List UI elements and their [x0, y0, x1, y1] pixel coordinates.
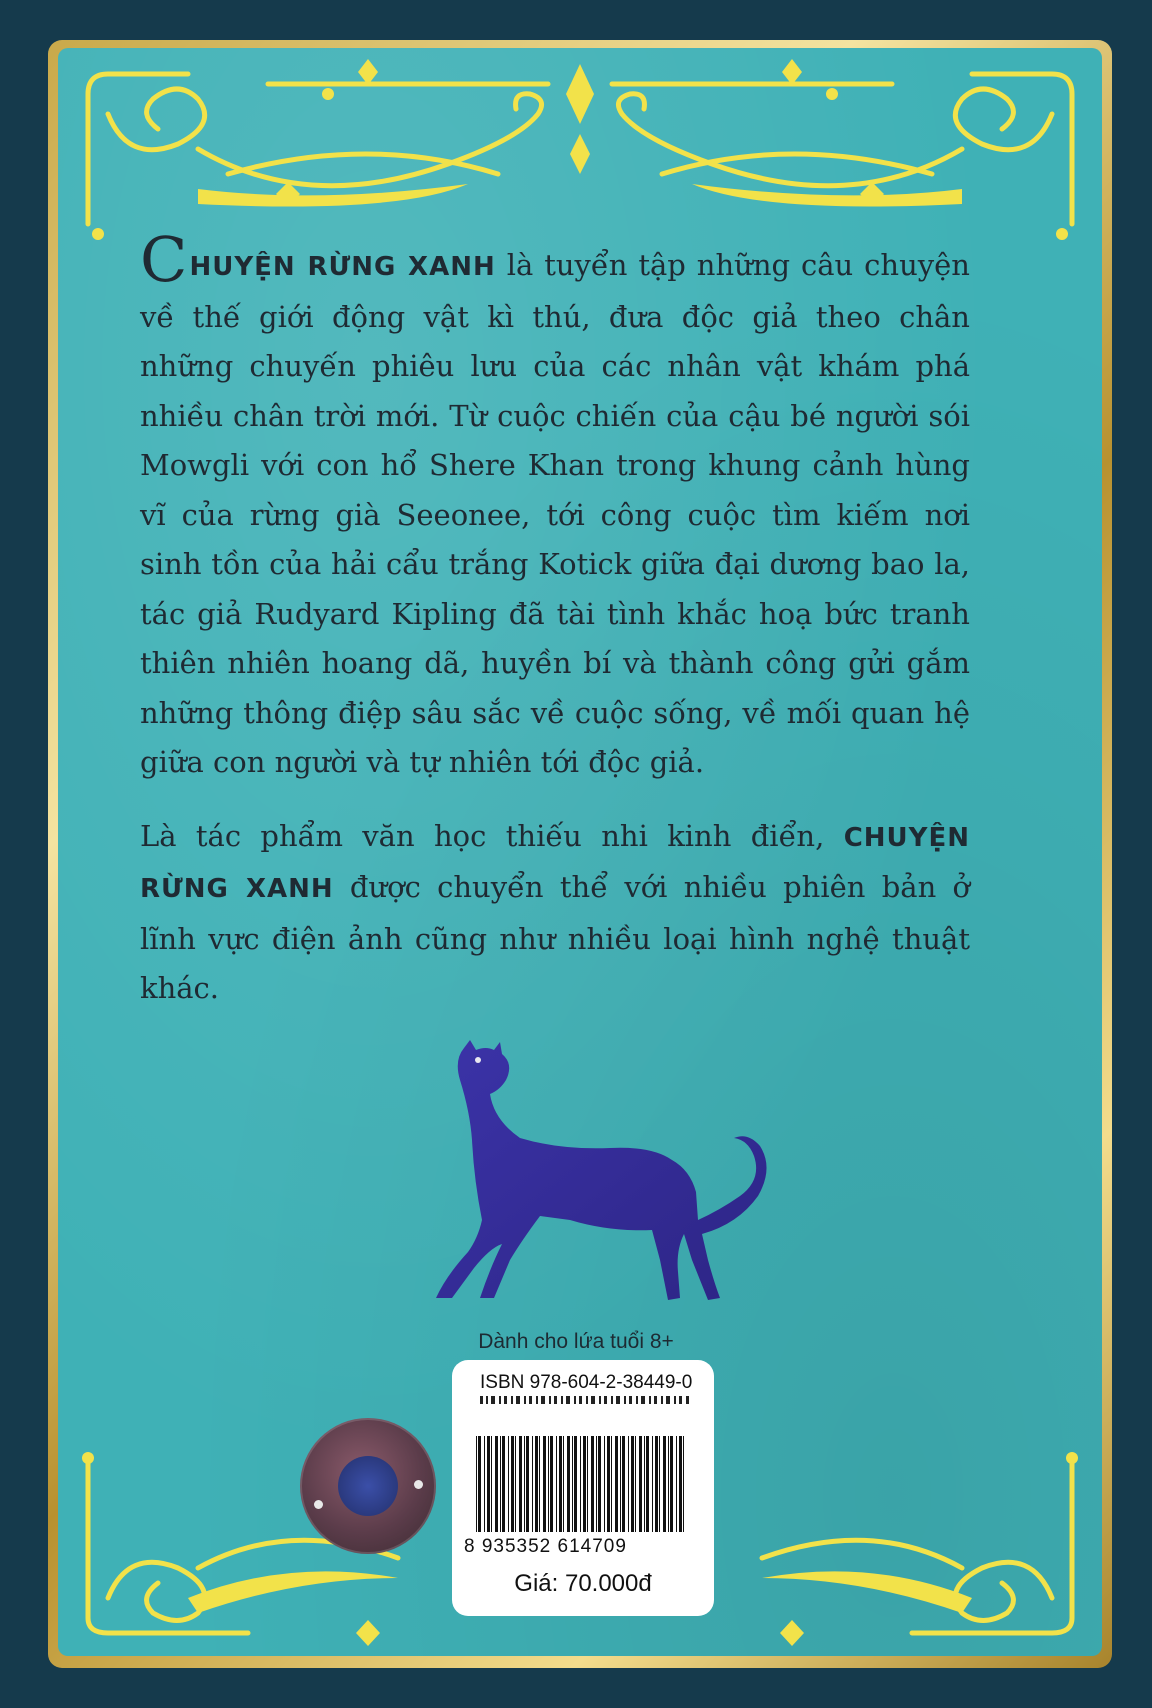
blurb-paragraph-2	[140, 812, 970, 1014]
price-label: Giá: 70.000đ	[514, 1570, 652, 1597]
barcode-sticker	[452, 1360, 714, 1616]
isbn-barcode-strip	[480, 1396, 690, 1404]
blurb	[140, 223, 970, 1038]
isbn-text: ISBN 978-604-2-38449-0	[480, 1372, 693, 1393]
bottom-right-ornament-icon	[732, 1448, 1092, 1648]
age-label: Dành cho lứa tuổi 8+	[478, 1330, 674, 1353]
barcode-number: 8 935352 614709	[464, 1536, 627, 1557]
blurb-paragraph-1	[140, 223, 970, 788]
panther-icon	[390, 1020, 790, 1320]
seal-emblem	[338, 1456, 398, 1516]
seal-dot	[414, 1480, 423, 1489]
paragraph-text: được chuyển thể với nhiều phiên bản ở lĩnh vực điện ảnh cũng như nhiều loại hình nghệ thuật khác.	[140, 870, 970, 1005]
barcode-icon	[472, 1436, 694, 1536]
seal-dot	[314, 1500, 323, 1509]
top-ornament-icon	[68, 54, 1092, 244]
drop-cap: C	[140, 223, 188, 296]
publisher-seal-icon	[300, 1418, 436, 1554]
paragraph-text: là tuyển tập những câu chuyện về thế giới động vật kì thú, đưa độc giả theo chân những chuyến phiêu lưu của các nhân vật khám phá nhiều chân trời mới. Từ cuộc chiến của cậu bé người sói Mowgli với con hổ Shere Khan trong khung cảnh hùng vĩ của rừng già Seeonee, tới công cuộc tìm kiếm nơi sinh tồn của hải cẩu trắng Kotick giữa đại dương bao la, tác giả Rudyard Kipling đã tài tình khắc hoạ bức tranh thiên nhiên hoang dã, huyền bí và thành công gửi gắm những thông điệp sâu sắc về cuộc sống, về mối quan hệ giữa con người và tự nhiên tới độc giả.	[140, 248, 970, 779]
paragraph-text: Là tác phẩm văn học thiếu nhi kinh điển,	[140, 818, 844, 853]
title-caps: CHUYỆN RỪNG XANH	[140, 822, 970, 904]
title-caps: HUYỆN RỪNG XANH	[189, 252, 496, 282]
